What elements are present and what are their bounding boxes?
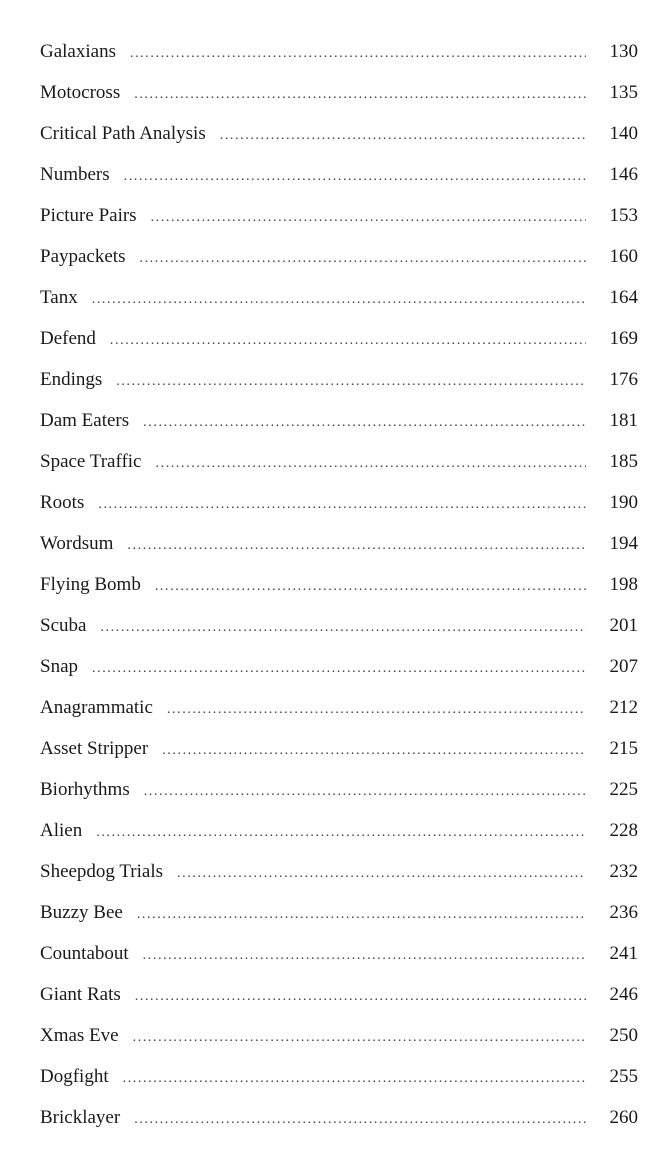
toc-entry-title: Paypackets bbox=[40, 246, 126, 267]
toc-entry-page-number: 194 bbox=[609, 533, 638, 554]
toc-entry-page-number: 198 bbox=[609, 574, 638, 595]
toc-entry bbox=[40, 400, 638, 441]
toc-dot-leader bbox=[92, 279, 586, 320]
toc-dot-leader bbox=[156, 443, 587, 484]
toc-entry-page-number: 160 bbox=[609, 246, 638, 267]
table-of-contents bbox=[40, 31, 638, 1138]
toc-entry bbox=[40, 1097, 638, 1138]
toc-entry bbox=[40, 605, 638, 646]
toc-dot-leader bbox=[100, 607, 586, 648]
toc-entry-page-number: 130 bbox=[609, 41, 638, 62]
toc-entry-page-number: 146 bbox=[609, 164, 638, 185]
toc-entry-page-number: 135 bbox=[609, 82, 638, 103]
toc-dot-leader bbox=[134, 74, 586, 115]
toc-entry-title: Dogfight bbox=[40, 1066, 109, 1087]
toc-entry-page-number: 190 bbox=[609, 492, 638, 513]
toc-entry bbox=[40, 277, 638, 318]
toc-dot-leader bbox=[151, 197, 586, 238]
toc-dot-leader bbox=[134, 1099, 586, 1140]
toc-entry bbox=[40, 1056, 638, 1097]
toc-entry bbox=[40, 646, 638, 687]
toc-entry bbox=[40, 974, 638, 1015]
toc-entry-title: Giant Rats bbox=[40, 984, 121, 1005]
toc-entry-page-number: 225 bbox=[609, 779, 638, 800]
toc-entry bbox=[40, 195, 638, 236]
toc-entry-title: Biorhythms bbox=[40, 779, 130, 800]
toc-entry-page-number: 260 bbox=[609, 1107, 638, 1128]
toc-entry-title: Scuba bbox=[40, 615, 87, 636]
toc-dot-leader bbox=[137, 894, 586, 935]
toc-entry-page-number: 153 bbox=[609, 205, 638, 226]
toc-entry bbox=[40, 810, 638, 851]
toc-entry-title: Alien bbox=[40, 820, 83, 841]
toc-entry-title: Picture Pairs bbox=[40, 205, 137, 226]
toc-entry-page-number: 164 bbox=[609, 287, 638, 308]
toc-entry bbox=[40, 728, 638, 769]
toc-entry-title: Bricklayer bbox=[40, 1107, 121, 1128]
toc-entry-page-number: 176 bbox=[609, 369, 638, 390]
toc-entry bbox=[40, 892, 638, 933]
toc-entry bbox=[40, 1015, 638, 1056]
toc-dot-leader bbox=[96, 812, 586, 853]
toc-dot-leader bbox=[143, 402, 586, 443]
toc-entry-title: Sheepdog Trials bbox=[40, 861, 163, 882]
toc-entry bbox=[40, 318, 638, 359]
toc-dot-leader bbox=[110, 320, 586, 361]
toc-entry-title: Critical Path Analysis bbox=[40, 123, 206, 144]
toc-entry-page-number: 212 bbox=[609, 697, 638, 718]
toc-entry bbox=[40, 769, 638, 810]
toc-entry-page-number: 241 bbox=[609, 943, 638, 964]
toc-entry-page-number: 185 bbox=[609, 451, 638, 472]
toc-dot-leader bbox=[162, 730, 586, 771]
toc-dot-leader bbox=[167, 689, 586, 730]
toc-dot-leader bbox=[116, 361, 586, 402]
toc-entry-title: Anagrammatic bbox=[40, 697, 153, 718]
toc-entry-title: Motocross bbox=[40, 82, 121, 103]
toc-entry bbox=[40, 72, 638, 113]
toc-entry-page-number: 228 bbox=[609, 820, 638, 841]
toc-entry-title: Dam Eaters bbox=[40, 410, 130, 431]
toc-dot-leader bbox=[143, 935, 586, 976]
toc-entry-title: Flying Bomb bbox=[40, 574, 141, 595]
toc-entry bbox=[40, 851, 638, 892]
toc-entry-page-number: 246 bbox=[609, 984, 638, 1005]
toc-entry bbox=[40, 31, 638, 72]
toc-dot-leader bbox=[92, 648, 586, 689]
toc-entry bbox=[40, 236, 638, 277]
toc-entry bbox=[40, 523, 638, 564]
toc-entry-title: Roots bbox=[40, 492, 85, 513]
toc-entry-title: Defend bbox=[40, 328, 96, 349]
toc-entry-title: Countabout bbox=[40, 943, 129, 964]
toc-dot-leader bbox=[220, 115, 586, 156]
toc-entry-title: Buzzy Bee bbox=[40, 902, 123, 923]
toc-entry-page-number: 255 bbox=[609, 1066, 638, 1087]
toc-entry-page-number: 250 bbox=[609, 1025, 638, 1046]
toc-dot-leader bbox=[155, 566, 586, 607]
toc-entry-page-number: 236 bbox=[609, 902, 638, 923]
toc-dot-leader bbox=[133, 1017, 586, 1058]
toc-entry-page-number: 169 bbox=[609, 328, 638, 349]
toc-dot-leader bbox=[139, 238, 586, 279]
toc-entry bbox=[40, 564, 638, 605]
toc-entry-title: Endings bbox=[40, 369, 103, 390]
toc-dot-leader bbox=[127, 525, 586, 566]
toc-dot-leader bbox=[124, 156, 586, 197]
toc-entry-page-number: 201 bbox=[609, 615, 638, 636]
toc-entry-page-number: 232 bbox=[609, 861, 638, 882]
toc-entry bbox=[40, 482, 638, 523]
toc-entry-page-number: 207 bbox=[609, 656, 638, 677]
toc-entry-title: Wordsum bbox=[40, 533, 114, 554]
toc-entry-title: Xmas Eve bbox=[40, 1025, 119, 1046]
toc-entry bbox=[40, 687, 638, 728]
toc-entry bbox=[40, 154, 638, 195]
toc-entry-title: Asset Stripper bbox=[40, 738, 149, 759]
toc-dot-leader bbox=[98, 484, 586, 525]
toc-entry-title: Snap bbox=[40, 656, 78, 677]
toc-entry-page-number: 140 bbox=[609, 123, 638, 144]
toc-entry bbox=[40, 113, 638, 154]
toc-dot-leader bbox=[177, 853, 586, 894]
toc-dot-leader bbox=[123, 1058, 586, 1099]
toc-dot-leader bbox=[135, 976, 586, 1017]
toc-entry-title: Space Traffic bbox=[40, 451, 142, 472]
toc-entry bbox=[40, 359, 638, 400]
toc-dot-leader bbox=[144, 771, 586, 812]
toc-entry-title: Tanx bbox=[40, 287, 78, 308]
toc-entry-title: Galaxians bbox=[40, 41, 116, 62]
toc-dot-leader bbox=[130, 33, 586, 74]
toc-entry bbox=[40, 441, 638, 482]
toc-entry-page-number: 215 bbox=[609, 738, 638, 759]
toc-entry-page-number: 181 bbox=[609, 410, 638, 431]
toc-entry bbox=[40, 933, 638, 974]
toc-entry-title: Numbers bbox=[40, 164, 110, 185]
